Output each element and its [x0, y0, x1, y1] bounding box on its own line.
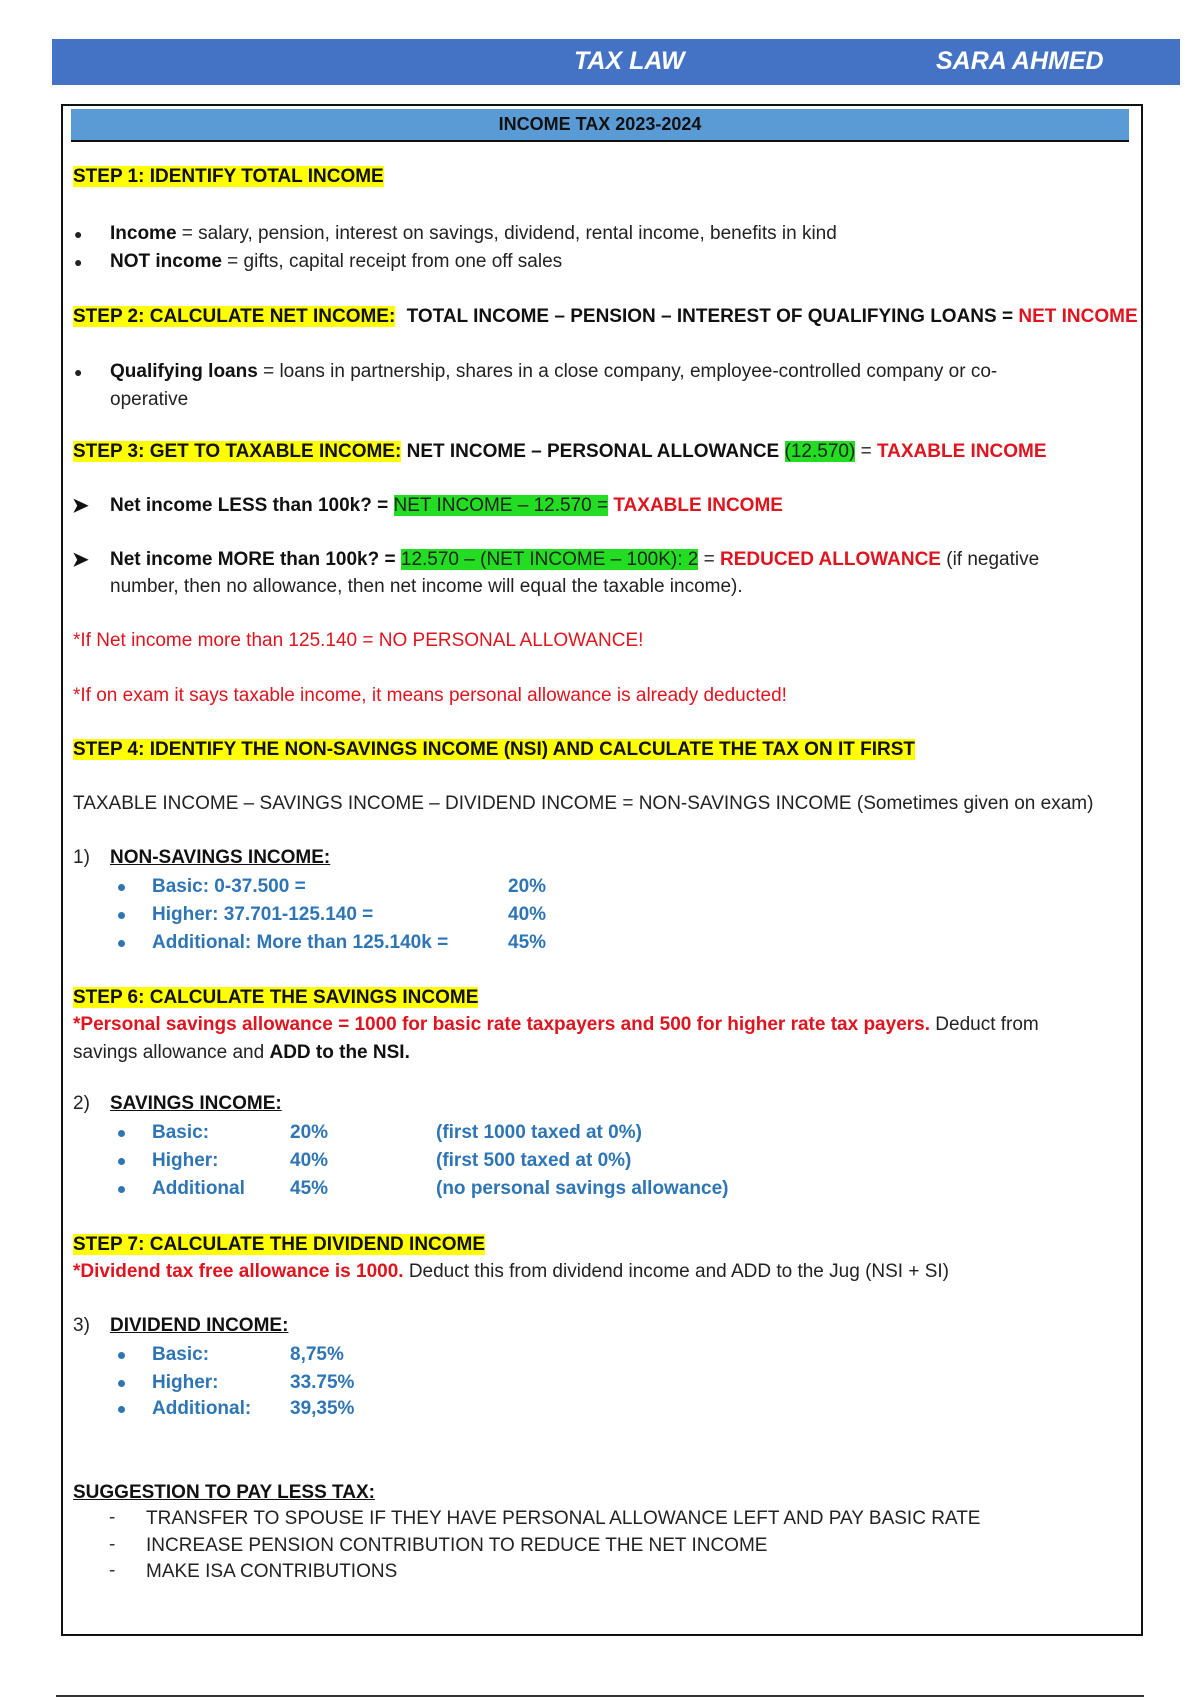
step6-list-title: SAVINGS INCOME:	[110, 1093, 282, 1114]
si-additional-label: Additional	[152, 1178, 245, 1199]
step6-note-cont: savings allowance and ADD to the NSI.	[73, 1042, 410, 1063]
div-higher-rate: 33.75%	[290, 1372, 355, 1393]
step2-line: STEP 2: CALCULATE NET INCOME: TOTAL INCOME – PENSION – INTEREST OF QUALIFYING LOANS = NET INCOME	[73, 306, 1138, 327]
step3-line: STEP 3: GET TO TAXABLE INCOME: NET INCOME – PERSONAL ALLOWANCE (12.570) = TAXABLE INCOME	[73, 441, 1047, 462]
header-banner	[52, 39, 1180, 85]
step7-list-number: 3)	[73, 1315, 90, 1336]
div-basic-label: Basic:	[152, 1344, 210, 1365]
step3-note-125140: *If Net income more than 125.140 = NO PERSONAL ALLOWANCE!	[73, 630, 644, 651]
personal-allowance-value: (12.570)	[784, 441, 856, 462]
si-higher-note: (first 500 taxed at 0%)	[436, 1150, 632, 1171]
step4-list-title: NON-SAVINGS INCOME:	[110, 847, 331, 868]
arrow-bullet-icon: ➤	[72, 549, 89, 571]
bullet-icon: ●	[74, 226, 83, 242]
si-basic-rate: 20%	[290, 1122, 329, 1143]
suggestion-item: MAKE ISA CONTRIBUTIONS	[146, 1561, 398, 1582]
nsi-higher-label: Higher: 37.701-125.140 =	[152, 904, 374, 925]
si-additional-rate: 45%	[290, 1178, 329, 1199]
arrow-bullet-icon: ➤	[72, 495, 89, 517]
bullet-icon	[118, 884, 125, 891]
step6-note: *Personal savings allowance = 1000 for basic rate taxpayers and 500 for higher rate tax payers. Deduct from	[73, 1014, 1039, 1035]
step3-more-than-100k: Net income MORE than 100k? = 12.570 – (NET INCOME – 100K): 2 = REDUCED ALLOWANCE (if negative	[110, 549, 1040, 570]
step6-list-number: 2)	[73, 1093, 90, 1114]
dash-bullet-icon: -	[109, 1534, 116, 1555]
header-subject: TAX LAW	[574, 47, 685, 75]
step7-note: *Dividend tax free allowance is 1000. Deduct this from dividend income and ADD to the Jug (NSI + SI)	[73, 1261, 949, 1282]
step3-less-than-100k: Net income LESS than 100k? = NET INCOME – 12.570 = TAXABLE INCOME	[110, 495, 783, 516]
nsi-additional-rate: 45%	[508, 932, 547, 953]
dash-bullet-icon: -	[109, 1560, 116, 1581]
nsi-higher-rate: 40%	[508, 904, 547, 925]
si-higher-rate: 40%	[290, 1150, 329, 1171]
step3-more-than-100k-cont: number, then no allowance, then net income will equal the taxable income).	[110, 576, 743, 597]
suggestion-item: TRANSFER TO SPOUSE IF THEY HAVE PERSONAL ALLOWANCE LEFT AND PAY BASIC RATE	[146, 1508, 981, 1529]
bullet-icon	[118, 1186, 125, 1193]
si-basic-note: (first 1000 taxed at 0%)	[436, 1122, 642, 1143]
bullet-icon	[118, 1380, 125, 1387]
div-additional-label: Additional:	[152, 1398, 252, 1419]
step4-list-number: 1)	[73, 847, 90, 868]
dash-bullet-icon: -	[109, 1507, 116, 1528]
header-author: SARA AHMED	[936, 47, 1104, 75]
step3-note-exam: *If on exam it says taxable income, it means personal allowance is already deducted!	[73, 685, 787, 706]
footer-divider	[56, 1695, 1144, 1697]
step3-heading: STEP 3: GET TO TAXABLE INCOME:	[73, 441, 402, 462]
bullet-icon: ●	[74, 254, 83, 270]
step2-qualifying-loans-cont: operative	[110, 389, 189, 410]
step7-heading: STEP 7: CALCULATE THE DIVIDEND INCOME	[73, 1234, 486, 1255]
si-basic-label: Basic:	[152, 1122, 210, 1143]
si-higher-label: Higher:	[152, 1150, 219, 1171]
step1-bullet-income: Income = salary, pension, interest on savings, dividend, rental income, benefits in kind	[110, 223, 837, 244]
nsi-additional-label: Additional: More than 125.140k =	[152, 932, 449, 953]
bullet-icon	[118, 1158, 125, 1165]
suggestion-heading: SUGGESTION TO PAY LESS TAX:	[73, 1482, 375, 1503]
nsi-basic-rate: 20%	[508, 876, 547, 897]
step1-bullet-not-income: NOT income = gifts, capital receipt from one off sales	[110, 251, 563, 272]
bullet-icon	[118, 912, 125, 919]
step1-heading: STEP 1: IDENTIFY TOTAL INCOME	[73, 166, 384, 187]
bullet-icon	[118, 1352, 125, 1359]
bullet-icon	[118, 1130, 125, 1137]
page-title: INCOME TAX 2023-2024	[71, 109, 1129, 142]
bullet-icon: ●	[74, 364, 83, 380]
div-additional-rate: 39,35%	[290, 1398, 355, 1419]
nsi-basic-label: Basic: 0-37.500 =	[152, 876, 306, 897]
step6-heading: STEP 6: CALCULATE THE SAVINGS INCOME	[73, 987, 479, 1008]
step7-list-title: DIVIDEND INCOME:	[110, 1315, 289, 1336]
bullet-icon	[118, 940, 125, 947]
div-basic-rate: 8,75%	[290, 1344, 344, 1365]
si-additional-note: (no personal savings allowance)	[436, 1178, 729, 1199]
suggestion-item: INCREASE PENSION CONTRIBUTION TO REDUCE THE NET INCOME	[146, 1535, 768, 1556]
step2-qualifying-loans: Qualifying loans = loans in partnership, shares in a close company, employee-controlled company or co-	[110, 361, 998, 382]
step4-heading: STEP 4: IDENTIFY THE NON-SAVINGS INCOME (NSI) AND CALCULATE THE TAX ON IT FIRST	[73, 739, 916, 760]
step4-formula: TAXABLE INCOME – SAVINGS INCOME – DIVIDEND INCOME = NON-SAVINGS INCOME (Sometimes given on exam)	[73, 793, 1094, 814]
step2-heading: STEP 2: CALCULATE NET INCOME:	[73, 306, 396, 327]
div-higher-label: Higher:	[152, 1372, 219, 1393]
bullet-icon	[118, 1406, 125, 1413]
